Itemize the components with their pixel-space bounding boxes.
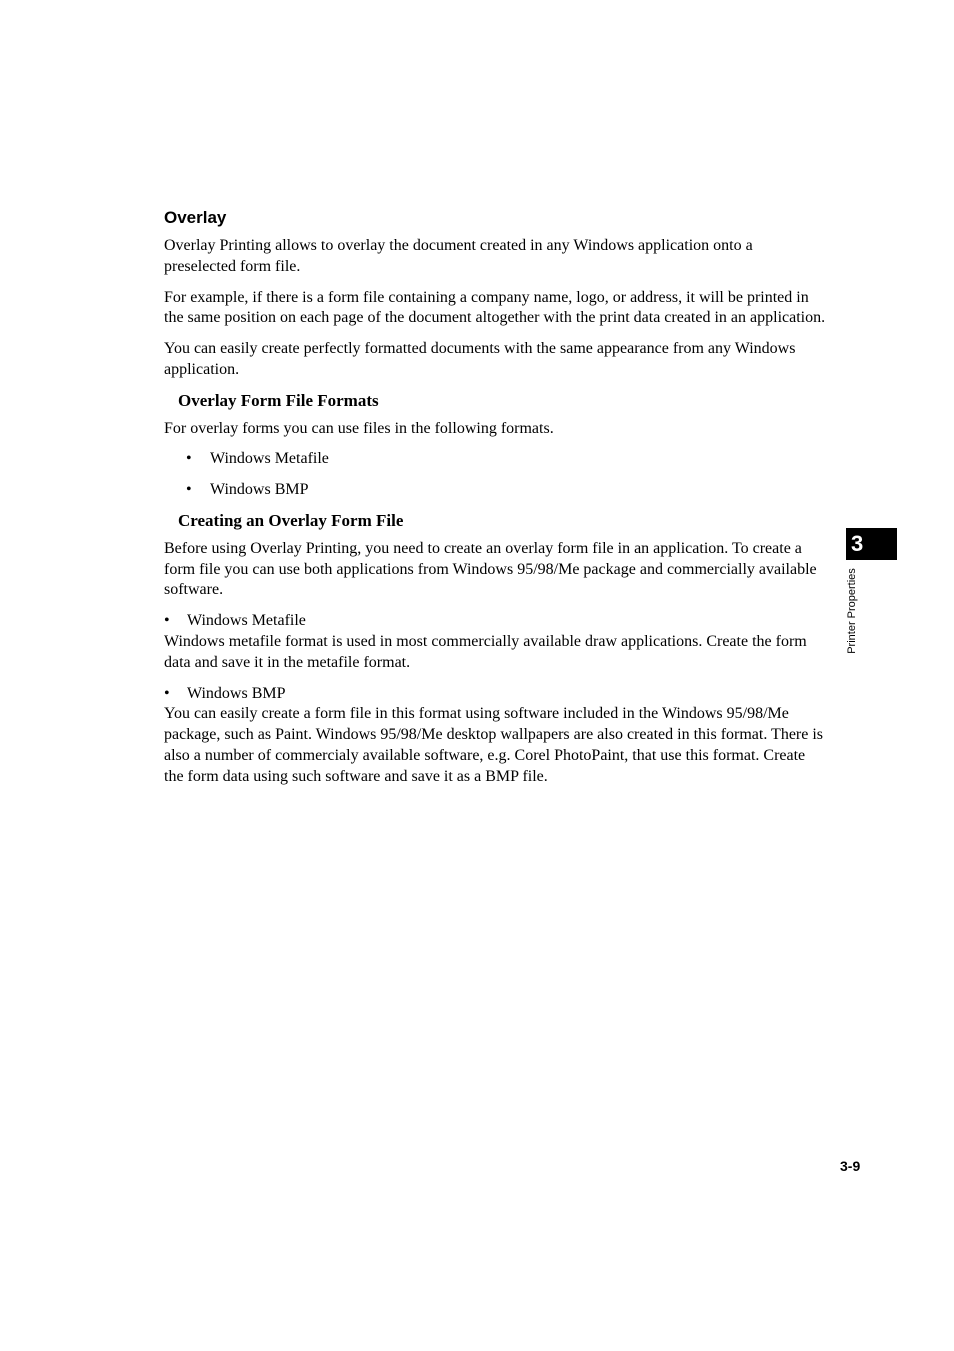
intro-paragraph-2: For example, if there is a form file containing a company name, logo, or address, it will be printed in the same position on each page of the document altogether with the print data created in an application. xyxy=(164,288,826,327)
creating-item-text: You can easily create a form file in this format using software included in the Windows 95/98/Me package, such as Paint. Windows 95/98/Me desktop wallpapers are also created in this format. There is also a number of commercialy available software, e.g. Corel PhotoPaint, that use this format. Create the form data using such software and save it as a BMP file. xyxy=(164,705,824,785)
bullet-glyph: • xyxy=(164,612,170,630)
formats-intro: For overlay forms you can use files in the following formats. xyxy=(164,419,554,437)
intro-paragraph-3: You can easily create perfectly formatted documents with the same appearance from any Windows application. xyxy=(164,340,796,378)
list-item: • Windows Metafile xyxy=(164,449,828,470)
chapter-label: Printer Properties xyxy=(846,568,858,654)
formats-heading: Overlay Form File Formats xyxy=(178,390,379,410)
chapter-tab xyxy=(846,528,897,560)
page-content xyxy=(164,208,828,798)
creating-item-bmp xyxy=(164,684,828,788)
creating-item-metafile xyxy=(164,611,828,673)
creating-heading: Creating an Overlay Form File xyxy=(178,510,404,530)
section-title: Overlay xyxy=(164,208,227,227)
formats-list xyxy=(164,449,828,501)
chapter-number: 3 xyxy=(851,531,864,556)
bullet-glyph: • xyxy=(164,684,170,702)
creating-intro: Before using Overlay Printing, you need to create an overlay form file in an application. To create a form file you can use both applications from Windows 95/98/Me package and commercially available software. xyxy=(164,539,817,599)
creating-item-text: Windows metafile format is used in most commercially available draw applications. Create the form data and save it in the metafile format. xyxy=(164,632,807,671)
creating-item-title: Windows Metafile xyxy=(187,612,306,630)
list-item: • Windows BMP xyxy=(164,480,828,501)
intro-paragraph-1: Overlay Printing allows to overlay the document created in any Windows application onto a preselected form file. xyxy=(164,237,753,275)
page-number: 3-9 xyxy=(840,1158,861,1174)
creating-item-title: Windows BMP xyxy=(187,684,286,702)
